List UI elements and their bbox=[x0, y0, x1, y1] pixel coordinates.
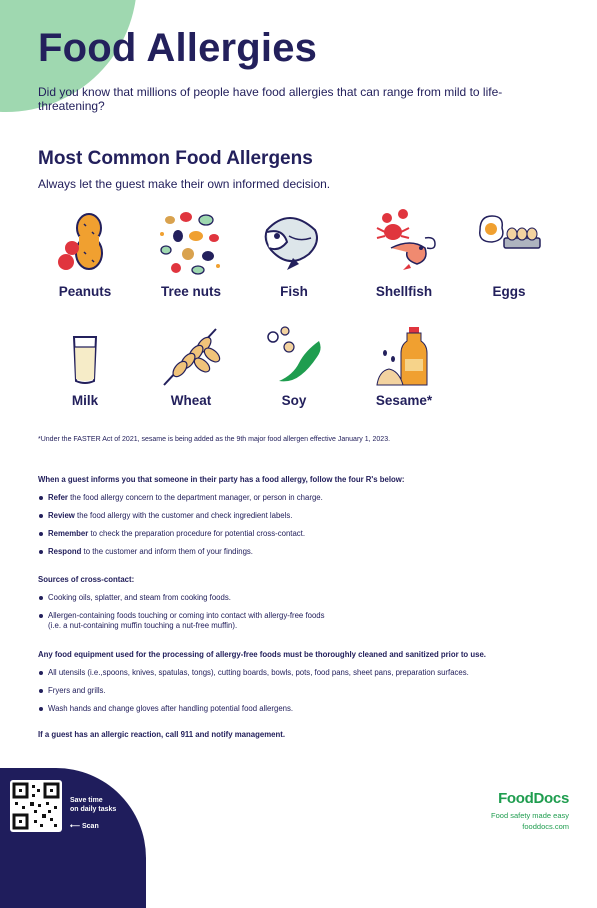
list-item bbox=[38, 547, 568, 557]
allergen-label: Peanuts bbox=[58, 284, 112, 299]
equipment-section bbox=[38, 650, 568, 722]
tree-nuts-icon bbox=[156, 208, 226, 278]
cross-contact-heading: Sources of cross-contact: bbox=[38, 575, 135, 584]
qr-code[interactable] bbox=[10, 780, 62, 832]
term-respond: Respond bbox=[48, 547, 82, 556]
closing-note: If a guest has an allergic reaction, call 911 and notify management. bbox=[38, 730, 285, 739]
allergen-label: Eggs bbox=[492, 284, 526, 299]
allergen-milk bbox=[30, 323, 140, 408]
tagline-text: Food safety made easy bbox=[491, 811, 569, 820]
soy-icon bbox=[259, 323, 329, 387]
list-item: Fryers and grills. bbox=[38, 686, 568, 696]
qr-caption-line1: Save time bbox=[70, 797, 103, 804]
list-item: Wash hands and change gloves after handling potential food allergens. bbox=[38, 704, 568, 714]
milk-icon bbox=[50, 323, 120, 387]
allergen-label: Soy bbox=[281, 393, 307, 408]
qr-caption bbox=[70, 796, 116, 814]
allergen-label: Shellfish bbox=[375, 284, 433, 299]
list-item bbox=[38, 511, 568, 521]
eggs-icon bbox=[474, 208, 544, 278]
list-item: Cooking oils, splatter, and steam from cooking foods. bbox=[38, 593, 568, 603]
shellfish-icon bbox=[369, 208, 439, 278]
allergen-tree-nuts bbox=[136, 208, 246, 299]
allergen-soy bbox=[239, 323, 349, 408]
wheat-icon bbox=[156, 323, 226, 387]
peanut-icon bbox=[50, 208, 120, 278]
website-link[interactable]: fooddocs.com bbox=[522, 822, 569, 831]
page-title: Food Allergies bbox=[38, 26, 318, 70]
scan-text: Scan bbox=[82, 823, 99, 830]
intro-text: Did you know that millions of people have food allergies that can range from mild to life-threatening? bbox=[38, 85, 503, 113]
four-rs-heading: When a guest informs you that someone in their party has a food allergy, follow the four R's below: bbox=[38, 475, 405, 484]
allergen-peanuts bbox=[30, 208, 140, 299]
item-text: the food allergy concern to the department manager, or person in charge. bbox=[67, 493, 323, 502]
brand-logo: FoodDocs bbox=[498, 790, 569, 807]
arrow-left-icon: ⟵ bbox=[70, 823, 81, 830]
sesame-icon bbox=[369, 323, 439, 387]
list-item bbox=[38, 529, 568, 539]
allergen-wheat bbox=[136, 323, 246, 408]
allergen-label: Milk bbox=[71, 393, 99, 408]
qr-code-icon bbox=[10, 780, 62, 832]
term-review: Review bbox=[48, 511, 75, 520]
allergen-label: Fish bbox=[280, 284, 308, 299]
list-item bbox=[38, 493, 568, 503]
term-refer: Refer bbox=[48, 493, 68, 502]
item-text: to the customer and inform them of your findings. bbox=[81, 547, 253, 556]
allergens-heading: Most Common Food Allergens bbox=[38, 148, 313, 169]
allergen-shellfish bbox=[349, 208, 459, 299]
scan-label bbox=[70, 822, 99, 830]
list-item: All utensils (i.e.,spoons, knives, spatulas, tongs), cutting boards, bowls, pots, food pans, sheet pans, preparation surfaces. bbox=[38, 668, 568, 678]
four-rs-section bbox=[38, 475, 568, 565]
qr-caption-line2: on daily tasks bbox=[70, 806, 117, 813]
allergen-sesame bbox=[349, 323, 459, 408]
fish-icon bbox=[259, 208, 329, 278]
allergen-label: Tree nuts bbox=[160, 284, 222, 299]
allergen-label: Wheat bbox=[170, 393, 212, 408]
list-item bbox=[38, 611, 568, 631]
term-remember: Remember bbox=[48, 529, 89, 538]
item-text: to check the preparation procedure for potential cross-contact. bbox=[88, 529, 306, 538]
allergen-fish bbox=[239, 208, 349, 299]
item-text: (i.e. a nut-containing muffin touching a nut-free muffin). bbox=[48, 621, 238, 630]
allergens-subtitle: Always let the guest make their own informed decision. bbox=[38, 177, 331, 191]
item-text: Allergen-containing foods touching or coming into contact with allergy-free foods bbox=[48, 611, 325, 620]
equipment-heading: Any food equipment used for the processing of allergy-free foods must be thoroughly cleaned and sanitized prior to use. bbox=[38, 650, 486, 659]
cross-contact-section bbox=[38, 575, 568, 631]
item-text: the food allergy with the customer and check ingredient labels. bbox=[74, 511, 293, 520]
allergen-label: Sesame* bbox=[375, 393, 433, 408]
brand-tagline bbox=[491, 810, 569, 832]
allergen-eggs bbox=[454, 208, 564, 299]
sesame-footnote: *Under the FASTER Act of 2021, sesame is being added as the 9th major food allergen effective January 1, 2023. bbox=[38, 436, 391, 443]
